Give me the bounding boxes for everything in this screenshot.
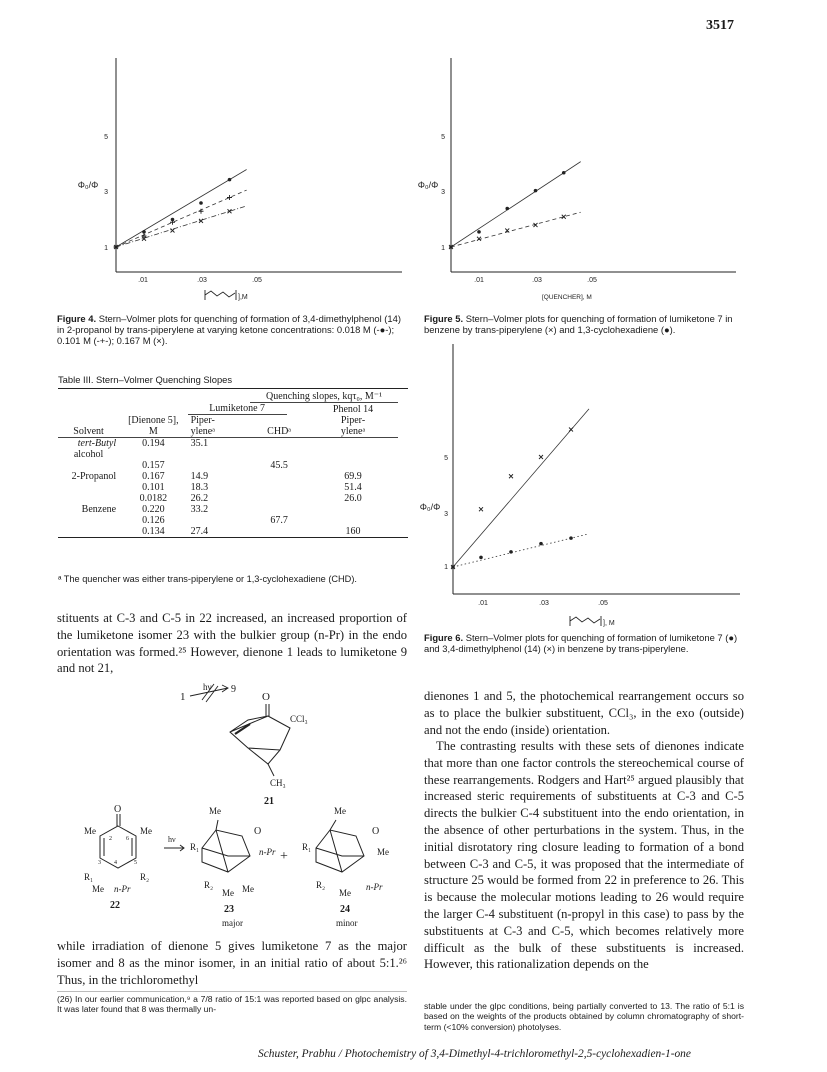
table3-col-dienone-2: M	[148, 426, 158, 437]
right-paragraph-2: The contrasting results with these sets of dienones indicate that more than one factor controls the stereochemical course of these rearrangements. Rodgers and Hart²⁵ argued plausibly that increased steric requirements of substituents at C-3 and C-5 directs the bulkier C-4 substituent into the endo orientation, in the absence of other perturbations in the system. Thus, in the initial disrotatory ring closure leading to formation of a bond between C-3 and C-5, it was proposed that the intermediate of structure 25 would be formed from 22 in preference to 26. This is because the molecular motions leading to 26 would require the larger C-4 substituent (n-propyl in this case) to pass by the substituents at C-3 and C-5, which becomes relatively more difficult as the bulk of these substituents is increased. However, this rationalization depends on the	[424, 739, 744, 972]
svg-text:Me: Me	[140, 826, 152, 836]
fig5-xtick-01: .01	[474, 277, 484, 284]
fig5-marks	[449, 162, 581, 249]
svg-text:major: major	[222, 918, 243, 928]
fig4-series-3-point-3	[171, 229, 175, 233]
fig4-ytick-5: 5	[104, 134, 108, 141]
svg-text:Me: Me	[84, 826, 96, 836]
table3-col-ppip-2: yleneᵃ	[340, 426, 366, 437]
figure-4-caption	[57, 313, 407, 347]
table-3-box	[58, 388, 408, 538]
svg-text:Me: Me	[222, 888, 234, 898]
svg-text:22: 22	[110, 900, 120, 911]
svg-text:R₂: R₂	[204, 880, 214, 890]
svg-text:4: 4	[114, 860, 117, 866]
fig5-xtick-05: .05	[587, 277, 597, 284]
svg-text:Me: Me	[92, 884, 104, 894]
table3-col-ppip-1: Piper-	[340, 415, 366, 426]
table-row: 0.0182 26.2 26.0	[139, 493, 362, 504]
left-paragraph-1: stituents at C-3 and C-5 in 22 increased, an increased proportion of the lumiketone isomer 23 with the bulkier group (n-Pr) in the endo orientation was formed.²⁵ However, dienone 1 leads to lumiketone 9 and not 21,	[57, 611, 407, 676]
fig4-caption-label: Figure 4.	[57, 313, 97, 324]
svg-text:O: O	[372, 826, 380, 837]
fig6-series-1-line	[453, 534, 589, 567]
fig6-ylabel: Φ₀/Φ	[419, 502, 441, 512]
table-row: 0.101 18.3 51.4	[142, 482, 362, 493]
table-row: 0.134 27.4 160	[142, 526, 361, 537]
table-row: alcohol	[73, 449, 104, 460]
svg-text:Me: Me	[339, 888, 351, 898]
table3-col-chd: CHDᵃ	[267, 426, 292, 437]
fig6-xtick-03: .03	[539, 600, 549, 607]
right-footnote-continued: stable under the glpc conditions, being partially converted to 13. The ratio of 5:1 is based on the weights of the products obtained by column chromatography of short-term (<10% conversion) photolyses.	[424, 1001, 744, 1032]
fig5-caption-label: Figure 5.	[424, 313, 464, 324]
fig5-series-1-point-4	[534, 189, 538, 193]
fig6-xtick-05: .05	[598, 600, 608, 607]
figure-6-plot	[420, 340, 760, 630]
fig4-series-1-point-2	[142, 230, 146, 234]
fig4-series-1-point-4	[199, 201, 203, 205]
footnote-26: (26) In our earlier communication,⁹ a 7/8 ratio of 15:1 was reported based on glpc analysis. It was later found that 8 was thermally un-	[57, 991, 407, 1015]
svg-text:hν: hν	[168, 835, 176, 844]
fig4-series-1-line	[116, 170, 247, 247]
fig6-series-1-point-4	[539, 542, 543, 546]
fig4-series-2-point-3	[170, 220, 175, 225]
svg-text:9: 9	[231, 684, 236, 695]
svg-text:24: 24	[340, 904, 350, 915]
table3-header-phenol: Phenol 14	[332, 403, 374, 415]
table-row: tert-Butyl 0.194 35.1	[77, 438, 209, 449]
table-row: 0.126 67.7	[142, 515, 288, 526]
svg-text:Me: Me	[209, 806, 221, 816]
fig6-series-2-point-5	[569, 428, 573, 432]
fig6-ytick-3: 3	[444, 511, 448, 518]
fig5-series-1-point-3	[505, 207, 509, 211]
svg-text:O: O	[254, 826, 262, 837]
fig4-series-3-point-5	[228, 209, 232, 213]
fig5-series-1-line	[451, 162, 581, 247]
svg-text:Me: Me	[377, 847, 389, 857]
svg-text:n-Pr: n-Pr	[114, 884, 131, 894]
svg-text:CH₃: CH₃	[270, 778, 286, 788]
fig6-marks	[451, 409, 589, 569]
svg-text:2: 2	[109, 836, 112, 842]
svg-text:hν: hν	[203, 682, 212, 692]
fig6-ytick-1: 1	[444, 564, 448, 571]
fig6-series-2-point-4	[539, 455, 543, 459]
fig5-ytick-5: 5	[441, 134, 445, 141]
svg-text:R₁: R₁	[84, 872, 94, 882]
fig4-xtick-05: .05	[252, 277, 262, 284]
svg-text:O: O	[114, 804, 122, 815]
fig5-xlabel: [QUENCHER], M	[542, 294, 592, 301]
fig6-series-1-point-2	[479, 556, 483, 560]
fig5-xtick-03: .03	[532, 277, 542, 284]
figure-5-caption	[424, 313, 742, 335]
fig4-xtick-03: .03	[197, 277, 207, 284]
svg-text:6: 6	[126, 836, 129, 842]
fig6-series-2-point-3	[509, 474, 513, 478]
fig6-series-2-point-2	[479, 507, 483, 511]
fig5-series-1-point-2	[477, 230, 481, 234]
fig6-series-2-line	[453, 409, 589, 567]
fig5-series-1-point-5	[562, 171, 566, 175]
fig4-xlabel: ],M	[238, 294, 248, 301]
svg-text:R₂: R₂	[140, 872, 150, 882]
table3-header-lumi: Lumiketone 7	[188, 403, 287, 415]
table-row: Benzene 0.220 33.2	[81, 504, 209, 515]
figure-5-plot	[417, 50, 760, 310]
svg-text:Me: Me	[242, 884, 254, 894]
fig6-xlabel-piperylene-icon	[570, 616, 601, 626]
fig6-caption-text: Stern–Volmer plots for quenching of formation of lumiketone 7 (●) and 3,4-dimethylphenol (14) (×) in benzene by trans-piperylene.	[424, 632, 738, 655]
svg-text:+: +	[280, 849, 288, 864]
fig6-caption-label: Figure 6.	[424, 632, 464, 643]
table3-col-dienone-1: [Dienone 5],	[128, 415, 179, 426]
table3-col-solvent: Solvent	[73, 426, 104, 437]
fig4-xtick-01: .01	[138, 277, 148, 284]
fig4-axes	[116, 58, 402, 272]
figure-4-plot	[60, 50, 420, 310]
table-3	[58, 391, 398, 537]
svg-text:n-Pr: n-Pr	[259, 847, 276, 857]
svg-text:1: 1	[180, 691, 186, 703]
svg-text:5: 5	[134, 860, 137, 866]
svg-text:n-Pr: n-Pr	[366, 882, 383, 892]
fig6-xlabel: ], M	[603, 620, 615, 627]
fig5-ytick-3: 3	[441, 189, 445, 196]
table3-col-pip-2: yleneᵃ	[190, 426, 215, 437]
fig4-series-2-line	[116, 190, 247, 247]
table3-col-pip-1: Piper-	[190, 415, 215, 426]
fig5-caption-text: Stern–Volmer plots for quenching of formation of lumiketone 7 in benzene by trans-piperylene (×) and 1,3-cyclohexadiene (●).	[424, 313, 733, 336]
fig4-ytick-1: 1	[104, 245, 108, 252]
fig4-series-1-point-5	[228, 178, 232, 182]
fig4-marks	[114, 170, 247, 250]
page-number: 3517	[706, 18, 734, 33]
scheme-22-23-24	[84, 800, 414, 940]
fig4-xlabel-piperylene-icon	[205, 290, 236, 300]
fig6-xtick-01: .01	[478, 600, 488, 607]
fig6-ytick-5: 5	[444, 455, 448, 462]
table3-header-group: Quenching slopes, kqτ₀, M⁻¹	[250, 391, 398, 403]
svg-text:R₂: R₂	[316, 880, 326, 890]
svg-text:Me: Me	[334, 806, 346, 816]
svg-text:23: 23	[224, 904, 234, 915]
svg-text:O: O	[262, 691, 270, 703]
svg-text:R₁: R₁	[302, 842, 312, 852]
svg-text:minor: minor	[336, 918, 358, 928]
right-paragraph-1: dienones 1 and 5, the photochemical rearrangement occurs so as to place the bulkier substituent, CCl₃, in the exo (outside) and not the endo (inside) orientation.	[424, 689, 744, 737]
svg-text:21: 21	[264, 796, 274, 807]
svg-text:3: 3	[98, 860, 101, 866]
running-footer: Schuster, Prabhu / Photochemistry of 3,4-Dimethyl-4-trichloromethyl-2,5-cyclohexadien-1-one	[258, 1048, 691, 1060]
table-row: 2-Propanol 0.167 14.9 69.9	[71, 471, 362, 482]
fig4-ylabel: Φ₀/Φ	[77, 180, 99, 190]
fig4-series-2-point-5	[227, 195, 232, 200]
fig4-caption-text: Stern–Volmer plots for quenching of formation of 3,4-dimethylphenol (14) in 2-propanol by trans-piperylene at varying ketone concentrations: 0.018 M (-●-); 0.101 M (-+-); 0.167 M (×).	[57, 313, 401, 347]
svg-text:CCl₃: CCl₃	[290, 714, 308, 724]
figure-6-caption	[424, 632, 742, 654]
fig6-series-1-point-3	[509, 550, 513, 554]
fig5-ytick-1: 1	[441, 245, 445, 252]
left-paragraph-2: while irradiation of dienone 5 gives lumiketone 7 as the major isomer and 8 as the minor isomer, in an initial ratio of about 5:1.²⁶ Thus, in the trichloromethyl	[57, 939, 407, 987]
fig4-series-3-line	[116, 206, 247, 247]
fig5-ylabel: Φ₀/Φ	[417, 180, 439, 190]
fig4-ytick-3: 3	[104, 189, 108, 196]
table-3-footnote: ᵃ The quencher was either trans-piperylene or 1,3-cyclohexadiene (CHD).	[58, 574, 357, 584]
fig5-series-2-line	[451, 212, 581, 247]
svg-text:R₁: R₁	[190, 842, 200, 852]
table-row: 0.157 45.5	[142, 460, 288, 471]
table-3-title: Table III. Stern–Volmer Quenching Slopes	[58, 374, 233, 385]
fig6-series-1-point-5	[569, 536, 573, 540]
